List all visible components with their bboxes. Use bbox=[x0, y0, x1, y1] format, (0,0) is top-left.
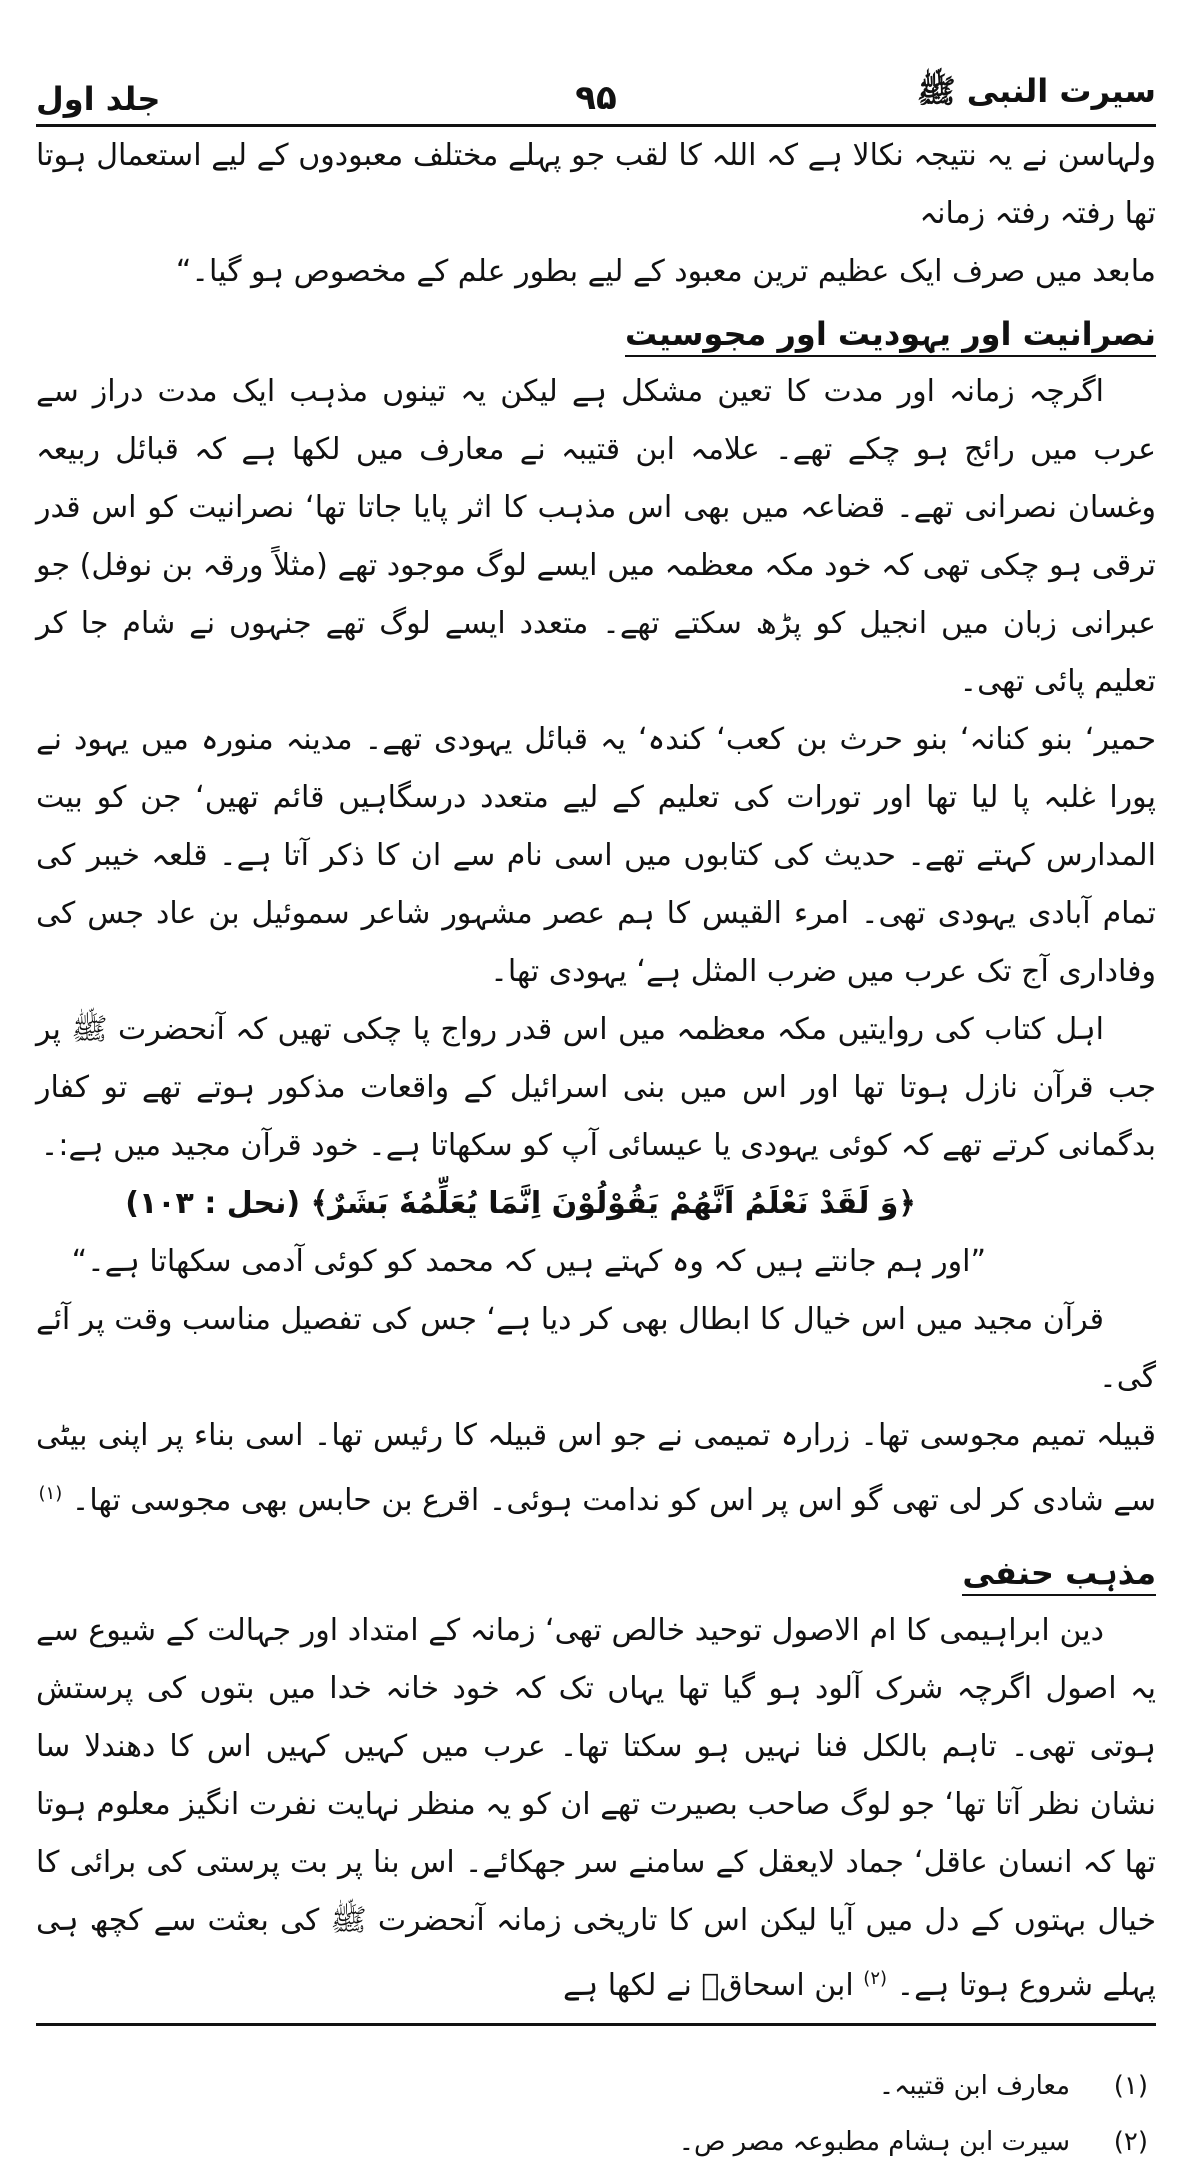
book-title: سیرت النبی ﷺ bbox=[916, 72, 1156, 110]
footnote-2-number: (۲) bbox=[1113, 2127, 1148, 2157]
paragraph-2: حمیر‘ بنو کنانہ‘ بنو حرث بن کعب‘ کندہ‘ یہ قبائل یہودی تھے۔ مدینہ منورہ میں یہود نے پورا غلبہ پا لیا تھا اور تورات کی تعلیم کے لیے متعدد درسگاہیں قائم تھیں‘ جن کو بیت المدارس کہتے تھے۔ حدیث کی کتابوں میں اسی نام سے ان کا ذکر آتا ہے۔ قلعہ خیبر کی تمام آبادی یہودی تھی۔ امرء القیس کا ہم عصر مشہور شاعر سموئیل بن عاد جس کی وفاداری آج تک عرب میں ضرب المثل ہے‘ یہودی تھا۔ bbox=[36, 722, 1156, 989]
paragraph-5-text: قبیلہ تمیم مجوسی تھا۔ زرارہ تمیمی نے جو اس قبیلہ کا رئیس تھا۔ اسی بناء پر اپنی بیٹی سے شادی کر لی تھی گو اس پر اس کو ندامت ہوئی۔ اقرع بن حابس بھی مجوسی تھا۔ bbox=[36, 1418, 1156, 1518]
footnote-separator bbox=[36, 2023, 1156, 2026]
quran-quote-arabic: ﴿وَ لَقَدْ نَعْلَمُ اَنَّهُمْ يَقُوْلُوْنَ اِنَّمَا يُعَلِّمُهٗ بَشَرٌ﴾ (نحل : ۱۰۳) bbox=[125, 1186, 916, 1221]
paragraph-5 bbox=[36, 1407, 1156, 1530]
intro-line-2: مابعد میں صرف ایک عظیم ترین معبود کے لیے بطور علم کے مخصوص ہو گیا۔“ bbox=[175, 254, 1156, 289]
footnote-2-text: سیرت ابن ہشام مطبوعہ مصر ص۔ bbox=[678, 2127, 1070, 2157]
volume-label: جلد اول bbox=[36, 80, 161, 118]
intro-line-1: ولہاسن نے یہ نتیجہ نکالا ہے کہ اللہ کا لقب جو پہلے مختلف معبودوں کے لیے استعمال ہوتا تھا رفتہ رفتہ زمانہ bbox=[36, 138, 1156, 231]
section-heading-1-text: نصرانیت اور یہودیت اور مجوسیت bbox=[625, 315, 1156, 357]
paragraph-3: اہل کتاب کی روایتیں مکہ معظمہ میں اس قدر رواج پا چکی تھیں کہ آنحضرت ﷺ پر جب قرآن نازل ہوتا تھا اور اس میں بنی اسرائیل کے واقعات مذکور ہوتے تھے تو کفار بدگمانی کرتے تھے کہ کوئی یہودی یا عیسائی آپ کو سکھاتا ہے۔ خود قرآن مجید میں ہے:۔ bbox=[36, 1012, 1156, 1163]
footnote-ref-1[interactable]: (۱) bbox=[38, 1483, 63, 1504]
footnote-1 bbox=[36, 2058, 1156, 2114]
section-heading-1 bbox=[36, 305, 1156, 363]
paragraph-6-tail: ابن اسحاقؒ نے لکھا ہے bbox=[563, 1968, 854, 2003]
page-number: ۹۵ bbox=[575, 78, 617, 118]
footnote-2 bbox=[36, 2114, 1156, 2170]
footnote-1-number: (۱) bbox=[1113, 2071, 1148, 2101]
footnote-1-text: معارف ابن قتیبہ۔ bbox=[878, 2071, 1070, 2101]
paragraph-6 bbox=[36, 1602, 1156, 2015]
section-heading-2-text: مذہب حنفی bbox=[962, 1554, 1156, 1596]
page-header bbox=[36, 70, 1156, 118]
paragraph-1: اگرچہ زمانہ اور مدت کا تعین مشکل ہے لیکن یہ تینوں مذہب ایک مدت دراز سے عرب میں رائج ہو چکے تھے۔ علامہ ابن قتیبہ نے معارف میں لکھا ہے کہ قبائل ربیعہ وغسان نصرانی تھے۔ قضاعہ میں بھی اس مذہب کا اثر پایا جاتا تھا‘ نصرانیت کو اس قدر ترقی ہو چکی تھی کہ خود مکہ معظمہ میں ایسے لوگ موجود تھے (مثلاً ورقہ بن نوفل) جو عبرانی زبان میں انجیل کو پڑھ سکتے تھے۔ متعدد ایسے لوگ تھے جنہوں نے شام جا کر تعلیم پائی تھی۔ bbox=[36, 374, 1156, 699]
paragraph-6-text: دین ابراہیمی کا ام الاصول توحید خالص تھی‘ زمانہ کے امتداد اور جہالت کے شیوع سے یہ اصول اگرچہ شرک آلود ہو گیا تھا یہاں تک کہ خود خانہ خدا میں بتوں کی پرستش ہوتی تھی۔ تاہم بالکل فنا نہیں ہو سکتا تھا۔ عرب میں کہیں کہیں اس کا دھندلا سا نشان نظر آتا تھا‘ جو لوگ صاحب بصیرت تھے ان کو یہ منظر نہایت نفرت انگیز معلوم ہوتا تھا کہ انسان عاقل‘ جماد لایعقل کے سامنے سر جھکائے۔ اس بنا پر بت پرستی کی برائی کا خیال بہتوں کے دل میں آیا لیکن اس کا تاریخی زمانہ آنحضرت ﷺ کی بعثت سے کچھ ہی پہلے شروع ہوتا ہے۔ bbox=[36, 1613, 1156, 2003]
footnote-ref-2[interactable]: (۲) bbox=[863, 1968, 888, 1989]
paragraph-4: قرآن مجید میں اس خیال کا ابطال بھی کر دیا ہے‘ جس کی تفصیل مناسب وقت پر آئے گی۔ bbox=[36, 1302, 1156, 1395]
section-heading-2 bbox=[36, 1544, 1156, 1602]
quran-quote-translation: ”اور ہم جانتے ہیں کہ وہ کہتے ہیں کہ محمد کو کوئی آدمی سکھاتا ہے۔“ bbox=[71, 1244, 986, 1279]
